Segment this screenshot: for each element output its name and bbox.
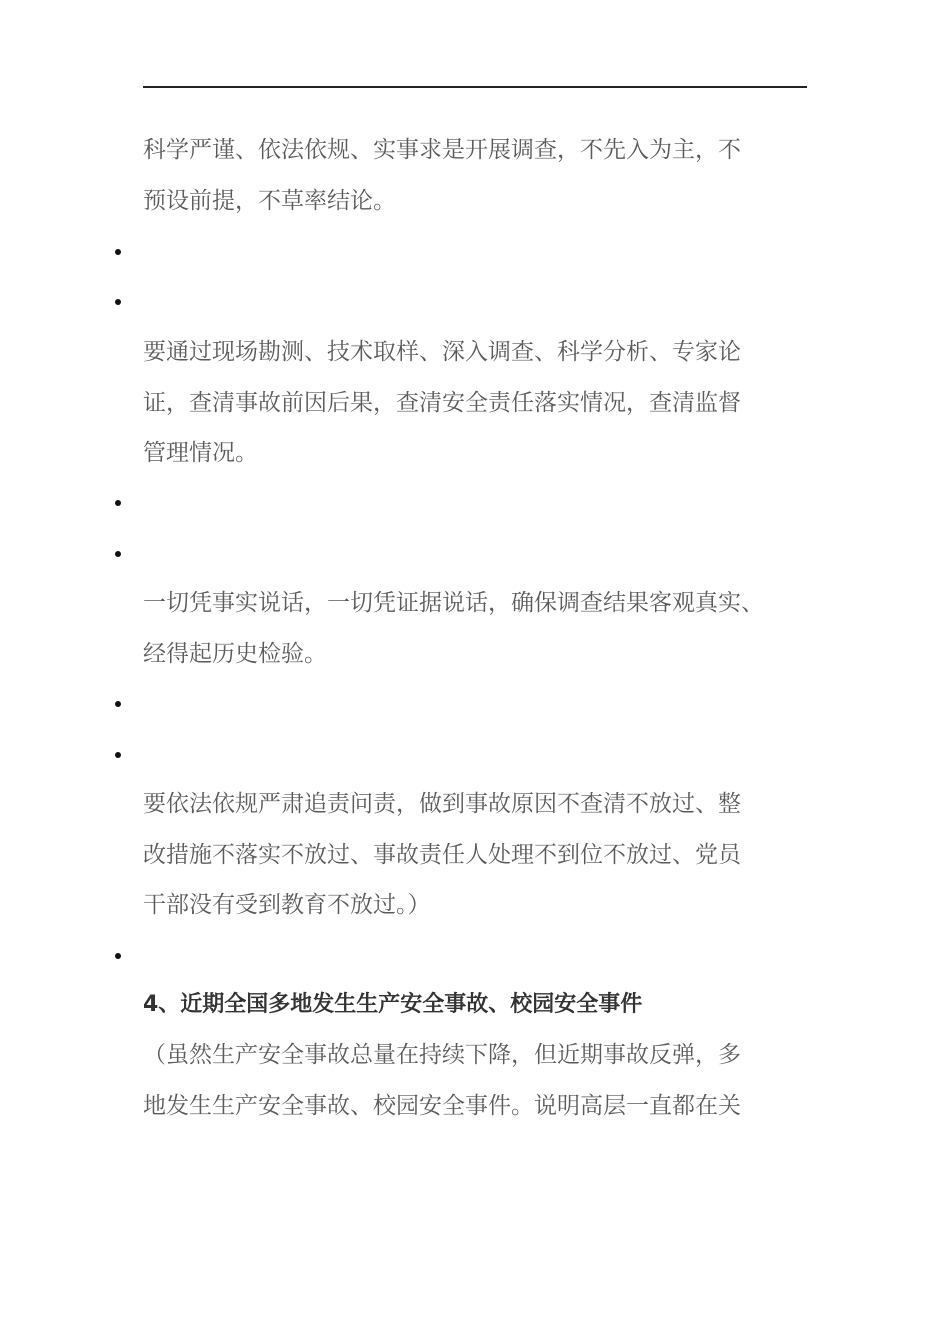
list-bullet [115,953,121,959]
text-line: 一切凭事实说话，一切凭证据说话，确保调查结果客观真实、 [143,590,764,616]
text-line: （虽然生产安全事故总量在持续下降，但近期事故反弹，多 [143,1042,741,1068]
text-line: 要依法依规严肃追责问责，做到事故原因不查清不放过、整 [143,791,741,817]
text-line: 地发生生产安全事故、校园安全事件。说明高层一直都在关 [143,1092,741,1119]
text-line: 干部没有受到教育不放过。） [143,892,431,918]
text-line: 经得起历史检验。 [143,640,327,667]
list-bullet [115,701,121,707]
top-divider [143,86,807,88]
list-bullet [115,551,121,557]
list-bullet [115,752,121,758]
text-line: 管理情况。 [143,440,258,466]
paragraph-recent-accidents [143,1030,803,1131]
paragraph-facts-evidence [143,578,803,679]
paragraph-accountability [143,779,803,931]
section-heading: 4、近期全国多地发生生产安全事故、校园安全事件 [143,992,643,1017]
list-bullet [115,249,121,255]
text-line: 改措施不落实不放过、事故责任人处理不到位不放过、党员 [143,841,741,868]
text-line: 科学严谨、依法依规、实事求是开展调查，不先入为主，不 [143,137,741,163]
list-bullet [115,500,121,506]
paragraph-investigation-methods [143,327,803,479]
paragraph-investigation-principle [143,125,803,226]
text-line: 预设前提，不草率结论。 [143,187,396,214]
text-line: 要通过现场勘测、技术取样、深入调查、科学分析、专家论 [143,339,741,365]
list-bullet [115,299,121,305]
text-line: 证，查清事故前因后果，查清安全责任落实情况，查清监督 [143,389,741,416]
